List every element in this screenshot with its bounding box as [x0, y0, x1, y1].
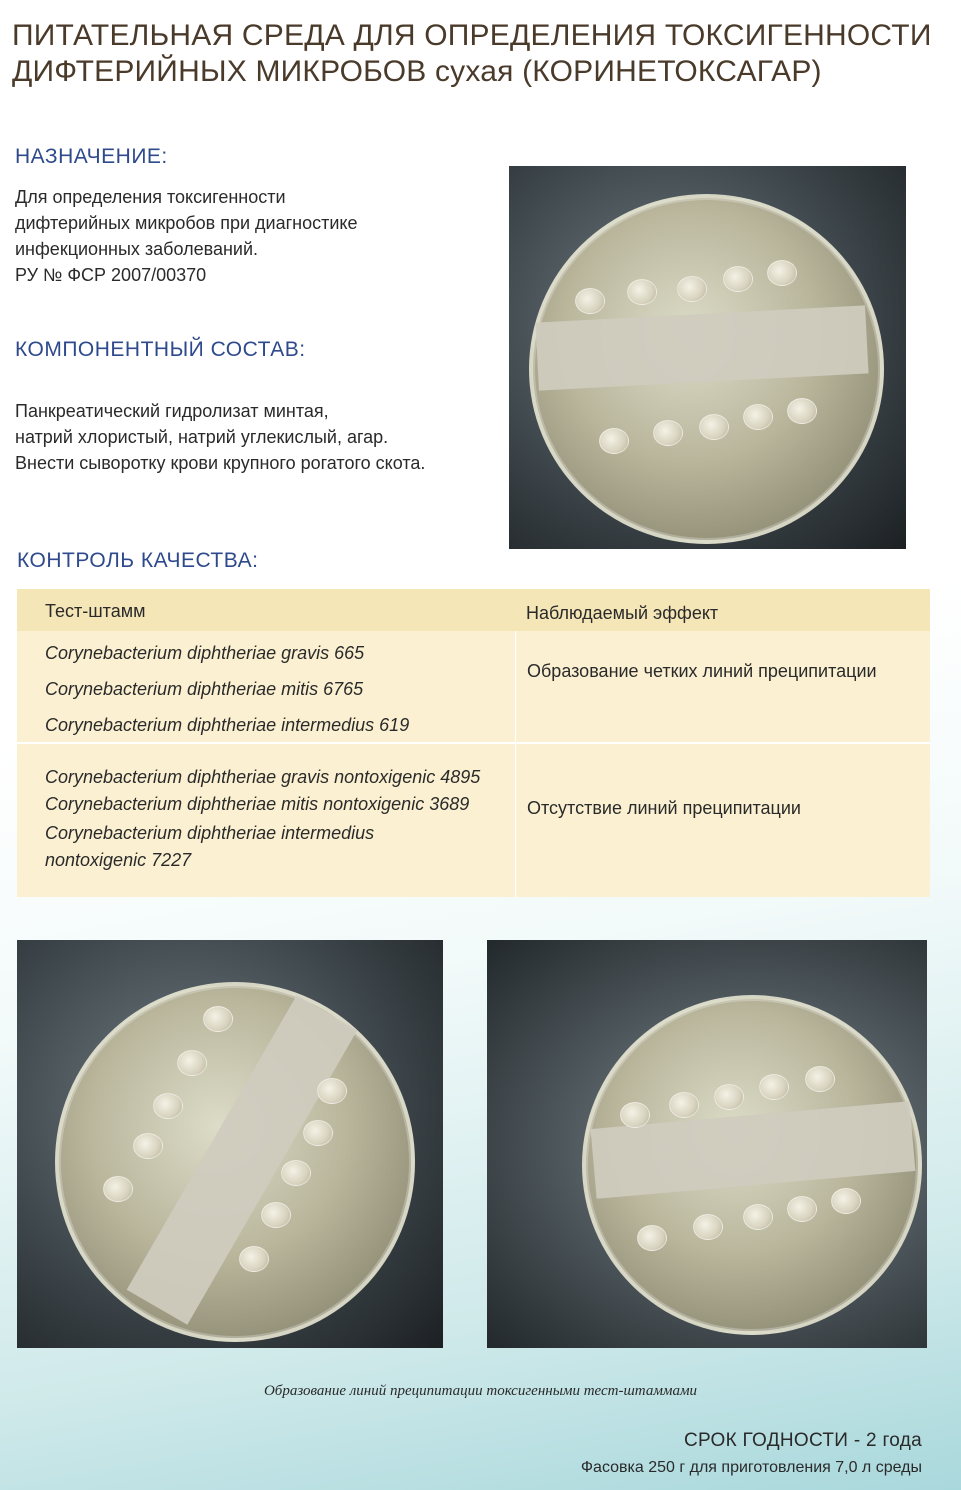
document-title	[12, 18, 952, 90]
strain-name: nontoxigenic 7227	[45, 850, 192, 870]
row-divider	[17, 742, 930, 744]
purpose-line: инфекционных заболеваний.	[15, 239, 259, 259]
column-header-effect: Наблюдаемый эффект	[526, 603, 719, 623]
colony	[653, 420, 683, 446]
packaging-info: Фасовка 250 г для приготовления 7,0 л среды	[580, 1459, 922, 1476]
purpose-heading: НАЗНАЧЕНИЕ:	[15, 145, 168, 168]
colony	[303, 1120, 333, 1146]
purpose-text	[15, 184, 358, 288]
colony	[669, 1092, 699, 1118]
composition-line: натрий хлористый, натрий углекислый, агар.	[15, 427, 389, 447]
colony	[693, 1214, 723, 1240]
colony	[787, 1196, 817, 1222]
colony	[767, 260, 797, 286]
colony	[743, 404, 773, 430]
colony	[153, 1093, 183, 1119]
colony	[599, 428, 629, 454]
colony	[787, 398, 817, 424]
strain-name: Corynebacterium diphtheriae intermedius	[45, 823, 375, 843]
strain-name: Corynebacterium diphtheriae intermedius 619	[45, 715, 410, 735]
colony	[743, 1204, 773, 1230]
strain-name: Corynebacterium diphtheriae mitis 6765	[45, 679, 364, 699]
column-divider	[515, 631, 516, 897]
quality-heading: КОНТРОЛЬ КАЧЕСТВА:	[17, 549, 259, 572]
colony	[714, 1084, 744, 1110]
colony	[103, 1176, 133, 1202]
quality-control-table	[17, 589, 930, 897]
effect-text: Отсутствие линий преципитации	[527, 798, 801, 818]
colony	[627, 279, 657, 305]
colony	[281, 1160, 311, 1186]
colony	[759, 1074, 789, 1100]
colony	[805, 1066, 835, 1092]
colony	[677, 276, 707, 302]
colony	[699, 414, 729, 440]
title-line-1: ПИТАТЕЛЬНАЯ СРЕДА ДЛЯ ОПРЕДЕЛЕНИЯ ТОКСИГЕННОСТИ	[12, 19, 932, 52]
photo-caption: Образование линий преципитации токсигенными тест-штаммами	[263, 1383, 698, 1399]
shelf-life: СРОК ГОДНОСТИ - 2 года	[683, 1430, 922, 1451]
petri-dish-photo-right	[487, 940, 927, 1348]
strain-name: Corynebacterium diphtheriae gravis 665	[45, 643, 365, 663]
colony	[831, 1188, 861, 1214]
colony	[177, 1050, 207, 1076]
colony	[203, 1006, 233, 1032]
colony	[620, 1102, 650, 1128]
column-header-strain: Тест-штамм	[45, 601, 146, 621]
composition-line: Внести сыворотку крови крупного рогатого скота.	[15, 453, 426, 473]
colony	[261, 1202, 291, 1228]
colony	[317, 1078, 347, 1104]
table-header	[17, 589, 930, 631]
colony	[637, 1225, 667, 1251]
strain-name: Corynebacterium diphtheriae gravis nontoxigenic 4895	[45, 767, 481, 787]
petri-dish-photo-top	[509, 166, 906, 549]
title-line-2: ДИФТЕРИЙНЫХ МИКРОБОВ сухая (КОРИНЕТОКСАГАР)	[12, 55, 822, 88]
composition-text	[15, 398, 425, 476]
effect-text: Образование четких линий преципитации	[527, 661, 877, 681]
composition-line: Панкреатический гидролизат минтая,	[15, 401, 329, 421]
petri-dish-photo-left	[17, 940, 443, 1348]
purpose-line: Для определения токсигенности	[15, 187, 286, 207]
strain-name: Corynebacterium diphtheriae mitis nontoxigenic 3689	[45, 794, 470, 814]
colony	[723, 266, 753, 292]
composition-heading: КОМПОНЕНТНЫЙ СОСТАВ:	[15, 338, 306, 361]
purpose-line: дифтерийных микробов при диагностике	[15, 213, 358, 233]
colony	[133, 1133, 163, 1159]
colony	[239, 1246, 269, 1272]
registration-number: РУ № ФСР 2007/00370	[15, 265, 207, 285]
colony	[575, 288, 605, 314]
